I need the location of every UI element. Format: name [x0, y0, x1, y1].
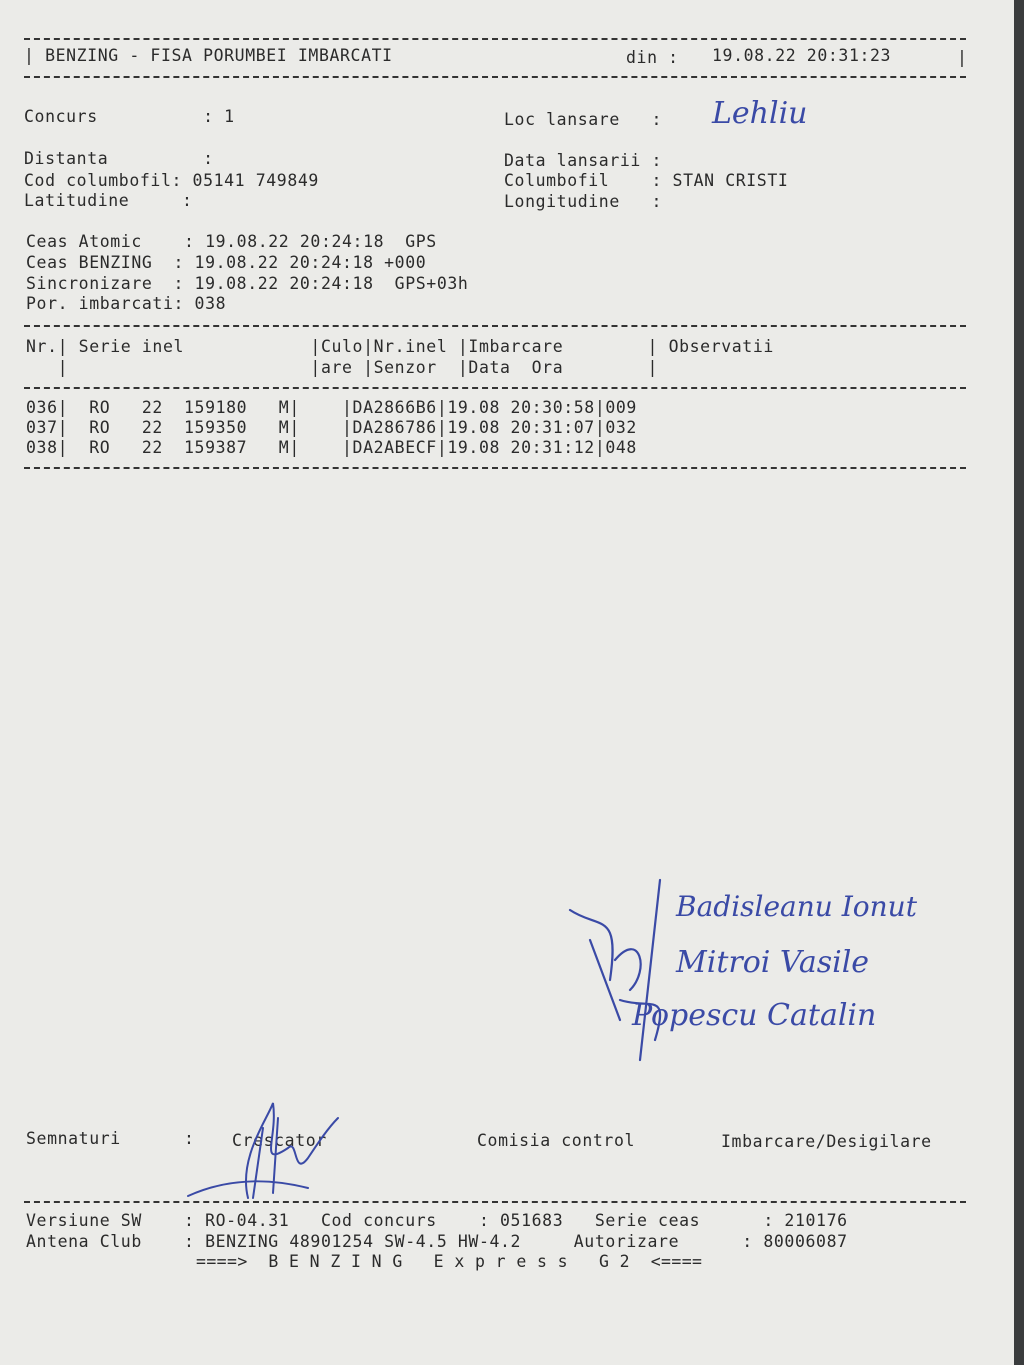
sincronizare-field: Sincronizare : 19.08.22 20:24:18 GPS+03h — [26, 274, 469, 293]
loc-lansare-handwritten: Lehliu — [712, 96, 808, 131]
divider — [24, 467, 966, 469]
distanta-field: Distanta : — [24, 149, 214, 168]
benzing-express-banner: ====> B E N Z I N G E x p r e s s G 2 <==== — [196, 1252, 703, 1271]
table-header-row-2: | |are |Senzor |Data Ora | — [26, 358, 659, 377]
concurs-field: Concurs : 1 — [24, 107, 235, 126]
print-datetime: 19.08.22 20:31:23 — [712, 46, 892, 65]
table-row: 036| RO 22 159180 M| |DA2866B6|19.08 20:30:58|009 — [26, 398, 637, 417]
commission-signature-3: Popescu Catalin — [632, 998, 877, 1033]
divider — [24, 387, 966, 389]
por-imbarcati-field: Por. imbarcati: 038 — [26, 294, 227, 313]
header-end-bar: | — [957, 48, 968, 67]
ceas-atomic-field: Ceas Atomic : 19.08.22 20:24:18 GPS — [26, 232, 437, 251]
document-title: | BENZING - FISA PORUMBEI IMBARCATI — [24, 46, 393, 65]
commission-signature-2: Mitroi Vasile — [676, 945, 870, 980]
table-row: 037| RO 22 159350 M| |DA286786|19.08 20:31:07|032 — [26, 418, 637, 437]
table-header-row-1: Nr.| Serie inel |Culo|Nr.inel |Imbarcare | Observatii — [26, 337, 774, 356]
comisia-control-label: Comisia control — [477, 1131, 636, 1150]
data-lansarii-field: Data lansarii : — [504, 151, 663, 170]
loc-lansare-field: Loc lansare : — [504, 110, 663, 129]
divider — [24, 38, 966, 40]
columbofil-field: Columbofil : STAN CRISTI — [504, 171, 789, 190]
imbarcare-desigilare-label: Imbarcare/Desigilare — [721, 1132, 932, 1151]
semnaturi-label: Semnaturi : — [26, 1129, 195, 1148]
handwritten-signature-mark — [560, 870, 680, 1070]
latitudine-field: Latitudine : — [24, 191, 193, 210]
footer-line-1: Versiune SW : RO-04.31 Cod concurs : 051683 Serie ceas : 210176 — [26, 1211, 848, 1230]
ceas-benzing-field: Ceas BENZING : 19.08.22 20:24:18 +000 — [26, 253, 427, 272]
crescator-label: Crescator — [232, 1131, 327, 1150]
divider — [24, 1201, 966, 1203]
crescator-signature-mark — [178, 1098, 348, 1208]
commission-signature-1: Badisleanu Ionut — [676, 890, 917, 923]
longitudine-field: Longitudine : — [504, 192, 663, 211]
footer-line-2: Antena Club : BENZING 48901254 SW-4.5 HW-4.2 Autorizare : 80006087 — [26, 1232, 848, 1251]
divider — [24, 76, 966, 78]
date-label: din : — [626, 48, 679, 67]
cod-columbofil-field: Cod columbofil: 05141 749849 — [24, 171, 319, 190]
divider — [24, 325, 966, 327]
table-row: 038| RO 22 159387 M| |DA2ABECF|19.08 20:31:12|048 — [26, 438, 637, 457]
